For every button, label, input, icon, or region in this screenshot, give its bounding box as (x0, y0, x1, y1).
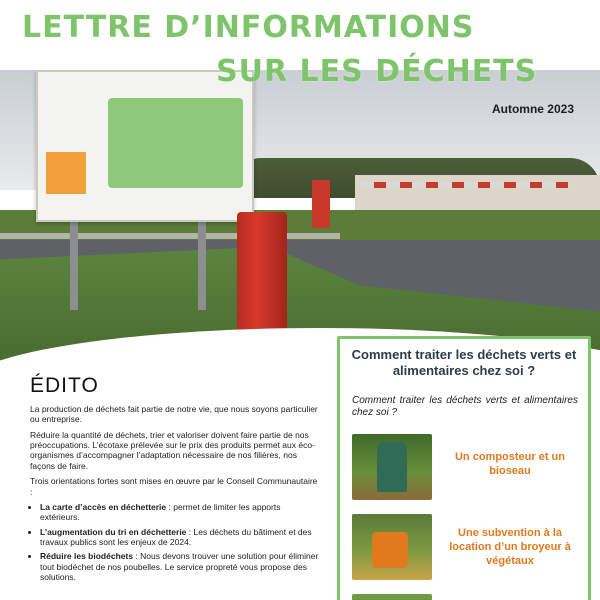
bullet-text: : permet de limiter les apports extérieurs. (40, 501, 281, 523)
bullet-label: Réduire les biodéchets (40, 551, 134, 562)
edito-paragraph: Trois orientations fortes sont mises en œuvre par le Conseil Communautaire : (30, 476, 318, 497)
edito-paragraph: Réduire la quantité de déchets, trier et valoriser doivent faire partie de nos préoccupations. L’écotaxe prélevée sur le prix des produits permet aux éco-organismes d’accompagner l’adaptation nécessaire de nos filières, nos façons de faire. (30, 429, 315, 471)
edito-bullet (40, 527, 320, 548)
sign-map (108, 98, 243, 188)
page-title-line2: SUR LES DÉCHETS (216, 54, 538, 89)
shredder-machine (372, 532, 408, 568)
composter-label: Un composteur et un bioseau (454, 451, 565, 477)
shredder-label: Une subvention à la location d’un broyeur à végétaux (449, 527, 571, 567)
third-photo (352, 594, 432, 600)
photo-barrier (360, 182, 570, 188)
edito-heading: ÉDITO (30, 374, 99, 397)
bullet-text: : Les déchets du bâtiment et des travaux publics sont les enjeux de 2024. (40, 526, 312, 547)
site-map-sign (36, 70, 254, 222)
photo-curb (0, 233, 340, 239)
panel-title: Comment traiter les déchets verts et alimentaires chez soi ? (351, 347, 577, 379)
sign-notice (46, 152, 86, 194)
bullet-label: L’augmentation du tri en déchetterie (40, 526, 187, 537)
edito-bullet (40, 502, 320, 523)
sign-post-right (198, 215, 206, 310)
access-terminal-far (312, 180, 330, 228)
edito-body (30, 404, 320, 586)
edito-bullet (40, 551, 320, 582)
bullet-text: : Nous devons trouver une solution pour éliminer tout biodéchet de nos poubelles. Le service propreté vous propose des solutions. (40, 551, 319, 583)
panel-subtitle: Comment traiter les déchets verts et alimentaires chez soi ? (352, 395, 578, 418)
edito-paragraph: La production de déchets fait partie de notre vie, que nous soyons particulier ou entreprise. (30, 404, 318, 425)
issue-season: Automne 2023 (491, 102, 574, 116)
green-waste-panel (337, 336, 591, 600)
sign-post-left (70, 215, 78, 310)
shredder-photo (352, 514, 432, 580)
composter-bin (377, 442, 407, 492)
access-terminal (237, 212, 287, 342)
bullet-label: La carte d’accès en déchetterie (40, 501, 167, 512)
edito-bullets (30, 502, 320, 583)
composter-photo (352, 434, 432, 500)
page-title-line1: LETTRE D’INFORMATIONS (22, 10, 475, 45)
